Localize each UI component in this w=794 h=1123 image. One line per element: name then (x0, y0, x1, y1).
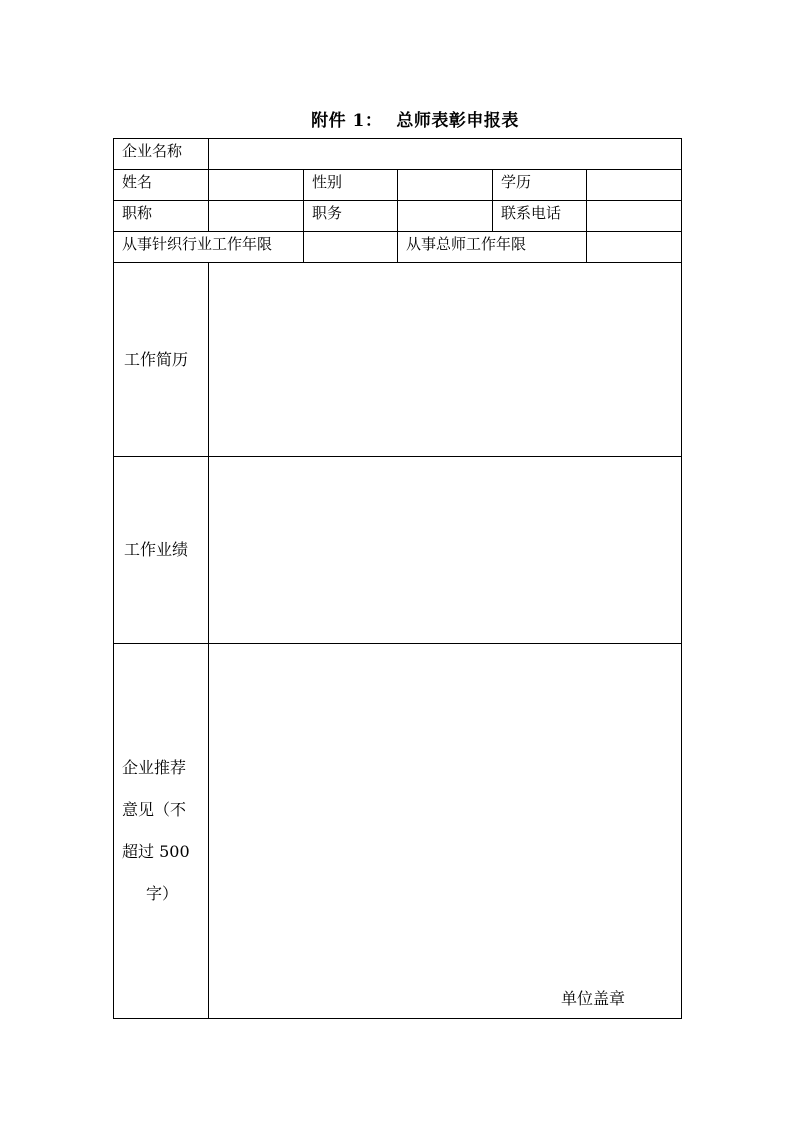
recommend-line-2: 意见（不 (122, 800, 187, 819)
title-rank-label: 职称 (114, 201, 209, 232)
gender-label: 性别 (304, 170, 398, 201)
recommend-line-4: 字） (146, 884, 179, 903)
achievements-label: 工作业绩 (114, 457, 209, 644)
seal-label: 单位盖章 (561, 989, 626, 1008)
name-field[interactable] (209, 170, 304, 201)
company-name-label: 企业名称 (114, 139, 209, 170)
recommend-line-3: 超过 500 (122, 842, 190, 861)
resume-label: 工作简历 (114, 263, 209, 457)
page-title (0, 106, 794, 131)
textile-years-field[interactable] (304, 232, 398, 263)
recommend-field[interactable] (209, 644, 682, 1019)
application-form (113, 138, 682, 1019)
title-prefix: 附件 1： (311, 111, 383, 131)
education-field[interactable] (587, 170, 682, 201)
title-main: 总师表彰申报表 (396, 111, 519, 131)
resume-field[interactable] (209, 263, 682, 457)
position-field[interactable] (398, 201, 493, 232)
title-rank-field[interactable] (209, 201, 304, 232)
company-name-field[interactable] (209, 139, 682, 170)
education-label: 学历 (493, 170, 587, 201)
phone-field[interactable] (587, 201, 682, 232)
recommend-label (114, 644, 209, 1019)
achievements-field[interactable] (209, 457, 682, 644)
recommend-line-1: 企业推荐 (122, 758, 187, 777)
position-label: 职务 (304, 201, 398, 232)
chief-years-label: 从事总师工作年限 (398, 232, 587, 263)
phone-label: 联系电话 (493, 201, 587, 232)
textile-years-label: 从事针织行业工作年限 (114, 232, 304, 263)
chief-years-field[interactable] (587, 232, 682, 263)
name-label: 姓名 (114, 170, 209, 201)
gender-field[interactable] (398, 170, 493, 201)
